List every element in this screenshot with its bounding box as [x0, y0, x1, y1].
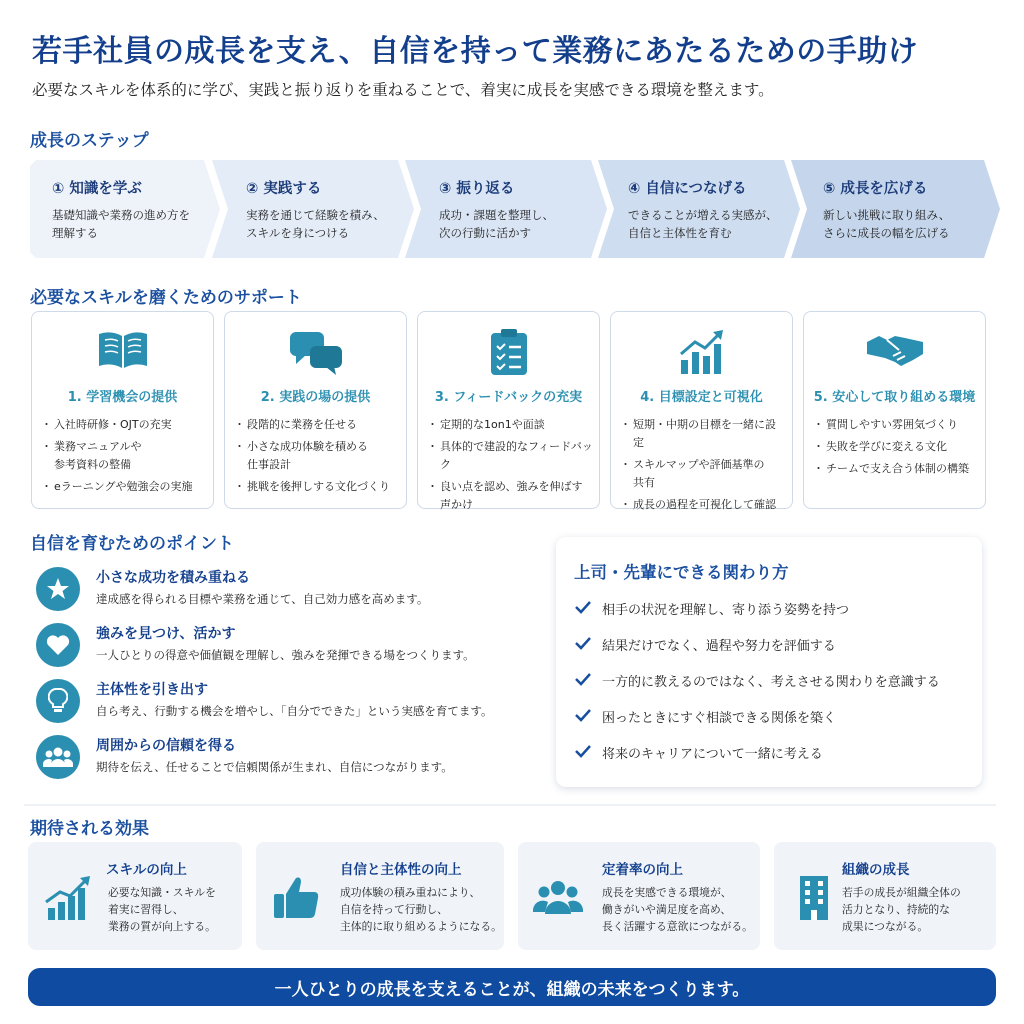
effect-desc: 成長を実感できる環境が、 働きがいや満足度を高め、 長く活躍する意欲につながる。	[602, 886, 753, 933]
effect-card-retention	[518, 842, 760, 950]
supervisor-item-text: 結果だけでなく、過程や努力を評価する	[602, 639, 836, 654]
supervisor-item	[574, 705, 974, 729]
heart-icon	[36, 623, 80, 667]
step-desc: できることが増える実感が、 自信と主体性を育む	[628, 208, 778, 240]
handshake-icon	[804, 328, 985, 376]
supervisor-item	[574, 633, 974, 657]
chat-bubbles-icon	[225, 328, 406, 376]
step-2	[212, 160, 417, 258]
support-item: ・ 失敗を学びに変える文化	[816, 438, 979, 456]
support-item: ・ 業務マニュアルや 参考資料の整備	[44, 438, 207, 474]
support-item: ・ 具体的で建設的なフィードバック	[430, 438, 593, 474]
team-icon	[532, 872, 584, 924]
book-icon	[32, 328, 213, 376]
effects-section-title: 期待される効果	[30, 819, 149, 839]
step-desc: 実務を通じて経験を積み、 スキルを身につける	[246, 208, 385, 240]
supervisor-panel-title: 上司・先輩にできる関わり方	[574, 563, 789, 582]
confidence-panel	[24, 535, 540, 787]
steps-section-title: 成長のステップ	[30, 131, 149, 151]
check-icon	[574, 671, 592, 687]
point-title: 小さな成功を積み重ねる	[96, 570, 250, 586]
confidence-point	[36, 621, 536, 671]
check-icon	[574, 743, 592, 759]
confidence-point	[36, 565, 536, 615]
footer-message: 一人ひとりの成長を支えることが、組織の未来をつくります。	[274, 979, 750, 1000]
point-title: 周囲からの信頼を得る	[96, 738, 236, 754]
support-card-title: 4. 目標設定と可視化	[640, 390, 763, 405]
support-card-title: 2. 実践の場の提供	[260, 390, 371, 405]
star-icon	[36, 567, 80, 611]
effect-title: 自信と主体性の向上	[340, 862, 462, 878]
support-item: ・ 成長の過程を可視化して確認	[623, 496, 786, 514]
growth-chart-icon	[611, 328, 792, 376]
step-title: ③ 振り返る	[439, 181, 515, 197]
step-4	[598, 160, 803, 258]
support-item: ・ 良い点を認め、強みを伸ばす 声かけ	[430, 478, 593, 514]
support-item: ・ チームで支え合う体制の構築	[816, 460, 979, 478]
step-1	[30, 160, 235, 258]
effect-desc: 成功体験の積み重ねにより、 自信を持って行動し、 主体的に取り組めるようになる。	[340, 886, 502, 933]
step-5	[791, 160, 996, 258]
point-title: 強みを見つけ、活かす	[96, 626, 236, 642]
group-icon	[36, 735, 80, 779]
growth-steps	[30, 160, 1000, 258]
confidence-point	[36, 733, 536, 783]
check-icon	[574, 599, 592, 615]
supervisor-item	[574, 669, 974, 693]
step-title: ② 実践する	[246, 181, 322, 197]
step-title: ⑤ 成長を広げる	[823, 181, 928, 197]
supervisor-item-text: 将来のキャリアについて一緒に考える	[602, 747, 823, 762]
support-card-environment	[803, 311, 986, 509]
check-icon	[574, 635, 592, 651]
support-item: ・ スキルマップや評価基準の 共有	[623, 456, 786, 492]
effect-title: スキルの向上	[106, 862, 187, 878]
footer-banner	[28, 968, 996, 1006]
support-card-title: 5. 安心して取り組める環境	[813, 390, 976, 405]
supervisor-panel	[556, 537, 982, 787]
effect-desc: 必要な知識・スキルを 着実に習得し、 業務の質が向上する。	[108, 886, 216, 933]
point-desc: 期待を伝え、任せることで信頼関係が生まれ、自信につながります。	[96, 760, 453, 774]
support-item: ・ 挑戦を後押しする文化づくり	[237, 478, 400, 496]
confidence-point	[36, 677, 536, 727]
supervisor-item-text: 困ったときにすぐ相談できる関係を築く	[602, 711, 837, 726]
support-card-learning	[31, 311, 214, 509]
step-title: ① 知識を学ぶ	[52, 181, 142, 197]
effect-card-skill	[28, 842, 242, 950]
support-item: ・ 質問しやすい雰囲気づくり	[816, 416, 979, 434]
supervisor-item	[574, 597, 974, 621]
effect-card-organization	[774, 842, 996, 950]
supervisor-item	[574, 741, 974, 765]
point-title: 主体性を引き出す	[96, 682, 208, 698]
support-item: ・ 小さな成功体験を積める 仕事設計	[237, 438, 400, 474]
support-item: ・ 段階的に業務を任せる	[237, 416, 400, 434]
step-desc: 新しい挑戦に取り組み、 さらに成長の幅を広げる	[823, 208, 951, 240]
building-icon	[788, 872, 840, 924]
support-item: ・ 短期・中期の目標を一緒に設定	[623, 416, 786, 452]
skill-up-chart-icon	[42, 872, 94, 924]
support-card-goals	[610, 311, 793, 509]
support-card-title: 1. 学習機会の提供	[67, 390, 178, 405]
step-3	[405, 160, 610, 258]
point-desc: 達成感を得られる目標や業務を通じて、自己効力感を高めます。	[96, 592, 429, 606]
step-desc: 成功・課題を整理し、 次の行動に活かす	[439, 208, 554, 240]
support-item: ・ 定期的な1on1や面談	[430, 416, 593, 434]
support-card-title: 3. フィードバックの充実	[434, 390, 583, 405]
step-desc: 基礎知識や業務の進め方を 理解する	[52, 208, 190, 240]
support-item: ・ 入社時研修・OJTの充実	[44, 416, 207, 434]
support-section-title: 必要なスキルを磨くためのサポート	[30, 288, 302, 308]
point-desc: 一人ひとりの得意や価値観を理解し、強みを発揮できる場をつくります。	[96, 648, 475, 662]
check-icon	[574, 707, 592, 723]
section-divider	[24, 804, 996, 806]
support-card-feedback	[417, 311, 600, 509]
effect-title: 組織の成長	[842, 862, 910, 878]
clipboard-checklist-icon	[418, 328, 599, 376]
effect-title: 定着率の向上	[602, 862, 683, 878]
page-subtitle: 必要なスキルを体系的に学び、実践と振り返りを重ねることで、着実に成長を実感できる環境を整えます。	[32, 81, 774, 99]
thumbs-up-icon	[270, 872, 322, 924]
supervisor-item-text: 相手の状況を理解し、寄り添う姿勢を持つ	[602, 603, 850, 618]
lightbulb-icon	[36, 679, 80, 723]
point-desc: 自ら考え、行動する機会を増やし、「自分でできた」という実感を育てます。	[96, 704, 493, 718]
effect-desc: 若手の成長が組織全体の 活力となり、持続的な 成果につながる。	[842, 886, 961, 933]
support-item: ・ eラーニングや勉強会の実施	[44, 478, 207, 496]
step-title: ④ 自信につなげる	[628, 181, 747, 197]
supervisor-item-text: 一方的に教えるのではなく、考えさせる関わりを意識する	[602, 675, 940, 690]
support-card-practice	[224, 311, 407, 509]
confidence-section-title: 自信を育むためのポイント	[30, 534, 234, 554]
page-title: 若手社員の成長を支え、自信を持って業務にあたるための手助け	[32, 34, 919, 69]
effect-card-confidence	[256, 842, 504, 950]
